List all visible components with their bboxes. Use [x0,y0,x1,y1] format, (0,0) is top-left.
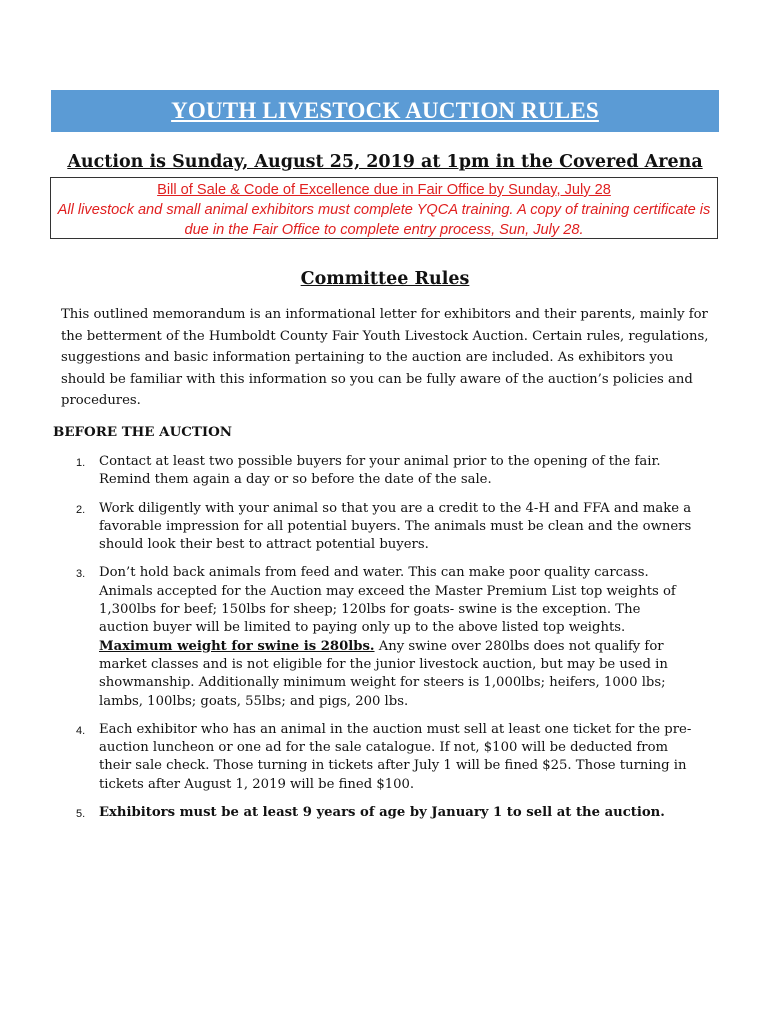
rule-item [53,804,693,824]
rule-number: 1. [76,457,86,469]
rule-number: 2. [76,503,86,516]
committee-rules-heading: Committee Rules [300,269,470,289]
rule-text: Each exhibitor who has an animal in the auction must sell at least one ticket for the pre- auction luncheon or one ad for the sale catalogue. If not, $100 will be deducted from their sale check. Those turning in tickets after July 1 will be fined $25. Those turning in tickets after August 1, 2019 will be fined $100. [99,721,692,792]
rule-text [99,564,693,710]
intro-paragraph: This outlined memorandum is an informational letter for exhibitors and their parents, mainly for the betterment of the Humboldt County Fair Youth Livestock Auction. Certain rules, regulations, suggestions and basic information pertaining to the auction are included. As exhibitors you should be familiar with this information so you can be fully aware of the auction’s policies and procedures. [61,307,709,408]
rule-item [53,564,693,710]
auction-date-heading: Auction is Sunday, August 25, 2019 at 1pm in the Covered Arena [67,152,703,172]
document-title: YOUTH LIVESTOCK AUCTION RULES [171,98,599,123]
rule-item [53,453,693,490]
rule-number: 4. [76,724,86,737]
rule-text-part-b: Any swine over 280lbs does not qualify for market classes and is not eligible for the junior livestock auction, but may be used in showmanship. Additionally minimum weight for steers is 1,000lbs; heifers, 1000 lbs; lambs, 100lbs; goats, 55lbs; and pigs, 200 lbs. [99,638,668,709]
rule-text: Contact at least two possible buyers for your animal prior to the opening of the fair. Remind them again a day or so before the date of the sale. [99,454,661,488]
rule-number: 3. [76,568,86,581]
rule-text: Work diligently with your animal so that you are a credit to the 4-H and FFA and make a favorable impression for all potential buyers. The animals must be clean and the owners should look their best to attract potential buyers. [99,500,692,553]
notice-line-2: All livestock and small animal exhibitors must complete YQCA training. A copy of training certificate is due in the Fair Office to complete entry process, Sun, July 28. [57,202,711,238]
swine-max-weight-emphasis: Maximum weight for swine is 280lbs. [99,638,375,654]
rule-text: Exhibitors must be at least 9 years of age by January 1 to sell at the auction. [99,805,665,821]
notice-line-1: Bill of Sale & Code of Excellence due in Fair Office by Sunday, July 28 [157,182,611,198]
before-auction-heading: BEFORE THE AUCTION [53,424,233,440]
notice-box [50,177,718,239]
rule-item [53,721,693,794]
rule-number: 5. [76,808,86,821]
rule-text-part-a: Don’t hold back animals from feed and water. This can make poor quality carcass. Animals accepted for the Auction may exceed the Master Premium List top weights of 1,300lbs for beef; 150lbs for sheep; 120lbs for goats- swine is the exception. The auction buyer will be limited to paying only up to the above listed top weights. [99,565,676,636]
rules-list [53,453,693,834]
title-banner [51,90,719,132]
rule-item [53,500,693,555]
